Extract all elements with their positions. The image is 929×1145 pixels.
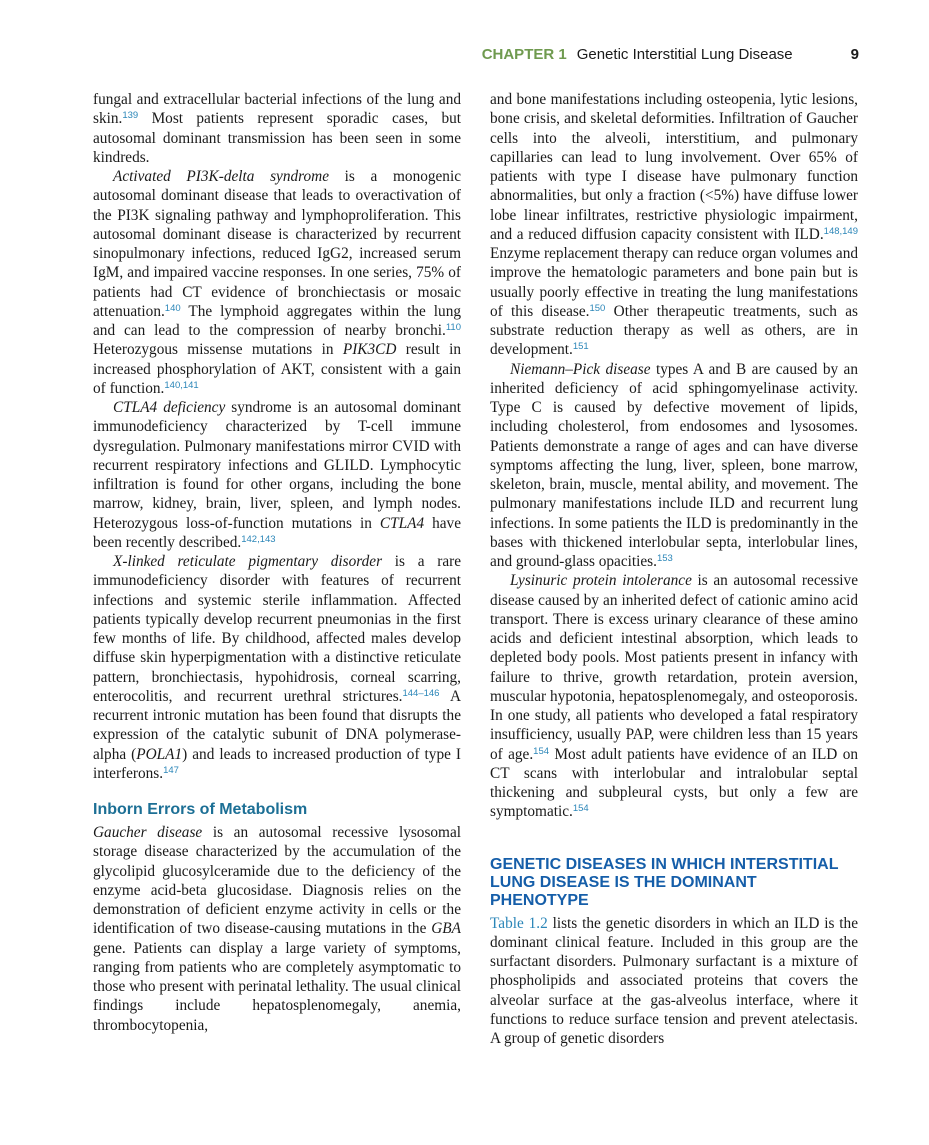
citation-ref[interactable]: 142,143 xyxy=(241,533,276,545)
citation-ref[interactable]: 151 xyxy=(572,341,589,353)
gene-name: CTLA4 xyxy=(379,514,425,532)
term: Lysinuric protein intolerance xyxy=(510,572,692,590)
left-column xyxy=(93,90,461,1035)
paragraph-text: gene. Patients can display a large variety of symptoms, ranging from patients who are completely asymptomatic to those who present with perinatal lethality. The usual clinical findings include hepatosplenomegaly, anemia, thrombocytopenia, xyxy=(93,939,461,1034)
paragraph-text: Other therapeutic treatments, such as substrate reduction therapy as well as others, are in development. xyxy=(490,302,858,359)
paragraph-text: is an autosomal recessive lysosomal storage disease characterized by the accumulation of the glycolipid glucosylceramide due to the deficiency of the enzyme acid-beta glucosidase. Diagnosis relies on the demonstration of deficient enzyme activity in cells or the identification of two disease-causing mutations in the xyxy=(93,824,461,938)
term: Niemann–Pick disease xyxy=(510,360,651,378)
citation-ref[interactable]: 148,149 xyxy=(823,225,858,237)
paragraph-text: and bone manifestations including osteopenia, lytic lesions, bone crisis, and skeletal deformities. Infiltration of Gaucher cells into the alveoli, interstitium, and pulmonary capillaries can lead to lung involvement. Over 65% of patients with type I disease have pulmonary function abnormalities, but only a fraction (<5%) have diffuse lower lobe linear infiltrates, restrictive physiologic impairment, and a reduced diffusion capacity consistent with ILD. xyxy=(490,91,858,243)
gene-name: POLA1 xyxy=(136,745,183,763)
paragraph-text: result in increased phosphorylation of AKT, consistent with a gain of function. xyxy=(93,341,461,397)
term: Activated PI3K-delta syndrome xyxy=(113,168,329,185)
table-link[interactable]: Table 1.2 xyxy=(490,914,548,932)
paragraph-text: lists the genetic disorders in which an ILD is the dominant clinical feature. Included in this group are the surfactant disorders. Pulmonary surfactant is a mixture of phospholipids and associated proteins that covers the alveolar surface at the gas-alveolus interface, where it functions to reduce surface tension and prevent atelectasis. A group of genetic disorders xyxy=(490,914,858,1047)
chapter-title: Genetic Interstitial Lung Disease xyxy=(576,46,793,63)
paragraph-text: ) and leads to increased production of type I interferons. xyxy=(93,745,461,782)
term: CTLA4 deficiency xyxy=(113,399,226,416)
paragraph-continuation xyxy=(93,90,461,167)
term: X-linked reticulate pigmentary disorder xyxy=(113,553,383,570)
gene-name: PIK3CD xyxy=(342,341,397,359)
paragraph-text: is a monogenic autosomal dominant disease that leads to overactivation of the PI3K signaling pathway and lymphoproliferation. This autosomal dominant disease is characterized by recurrent sinopulmonary infections, reduced IgG2, increased serum IgM, and impaired vaccine responses. In one series, 75% of patients had CT evidence of bronchiectasis or mosaic attenuation. xyxy=(93,168,461,320)
paragraph-text: The lymphoid aggregates within the lung and can lead to the compression of nearby bronchi. xyxy=(93,302,461,339)
paragraph-text: is an autosomal recessive disease caused by an inherited defect of cationic amino acid transport. There is excess urinary clearance of these amino acids and deficient intestinal absorption, which leads to depleted body pools. Most patients present in infancy with failure to thrive, growth retardation, protein aversion, muscular hypotonia, hepatosplenomegaly, and osteoporosis. In one study, all patients who developed a fatal respiratory insufficiency, usually PAP, were children less than 15 years of age. xyxy=(490,572,858,763)
paragraph-text: A recurrent intronic mutation has been found that disrupts the expression of the catalytic subunit of DNA polymerase-alpha ( xyxy=(93,687,461,763)
citation-ref[interactable]: 147 xyxy=(163,764,179,776)
paragraph-text: Most adult patients have evidence of an ILD on CT scans with interlobular and intralobular septal thickening and subpleural cysts, but only a few are symptomatic. xyxy=(490,745,858,821)
paragraph-text: types A and B are caused by an inherited deficiency of acid sphingomyelinase activity. Type C is caused by defective movement of lipids, including cholesterol, from endosomes and lysosomes. Patients demonstrate a range of ages and can have diverse symptoms affecting the lung, liver, spleen, bone marrow, skeleton, brain, muscle, mental ability, and movement. The pulmonary manifestations include ILD and recurrent lung infections. In some patients the ILD is predominantly in the bases with thickened interlobular septa, interlobular lines, and ground-glass opacities. xyxy=(490,360,858,570)
paragraph-lpi xyxy=(490,571,858,821)
paragraph-text: Heterozygous missense mutations in xyxy=(93,341,343,359)
paragraph-xlrpd xyxy=(93,552,461,783)
section-heading-inborn-errors: Inborn Errors of Metabolism xyxy=(93,801,308,818)
chapter-label: CHAPTER 1 xyxy=(481,46,567,63)
gene-name: GBA xyxy=(431,920,461,938)
citation-ref[interactable]: 140 xyxy=(164,302,181,314)
paragraph-text: is a rare immunodeficiency disorder with features of recurrent infections and systemic sterile inflammation. Affected patients typically develop recurrent pneumonias in the first few months of life. By childhood, affected males develop diffuse skin hyperpigmentation with a distinctive reticulate pattern, bronchiectasis, hypohidrosis, corneal scarring, enterocolitis, and recurrent urethral strictures. xyxy=(93,553,461,705)
paragraph-text: Enzyme replacement therapy can reduce organ volumes and improve the hematologic parameters and bone pain but is usually poorly effective in treating the lung manifestations of this disease. xyxy=(490,245,858,320)
running-header xyxy=(482,46,859,63)
paragraph-text: fungal and extracellular bacterial infections of the lung and skin. xyxy=(93,91,461,128)
paragraph-gaucher-continued xyxy=(490,90,858,360)
paragraph-apds xyxy=(93,167,461,398)
paragraph-gaucher xyxy=(93,823,461,1035)
paragraph-ctla4 xyxy=(93,398,461,552)
paragraph-niemann-pick xyxy=(490,360,858,572)
page-number: 9 xyxy=(850,46,859,63)
paragraph-text: have been recently described. xyxy=(93,514,462,551)
citation-ref[interactable]: 140,141 xyxy=(164,379,199,391)
citation-ref[interactable]: 110 xyxy=(445,322,461,333)
citation-ref[interactable]: 153 xyxy=(656,553,673,564)
paragraph-table-intro xyxy=(490,914,858,1049)
section-heading-genetic-diseases: GENETIC DISEASES IN WHICH INTERSTITIAL LUNG DISEASE IS THE DOMINANT PHENOTYPE xyxy=(490,855,839,909)
right-column xyxy=(490,90,858,1048)
citation-ref[interactable]: 144–146 xyxy=(402,687,440,699)
citation-ref[interactable]: 139 xyxy=(122,110,139,122)
citation-ref[interactable]: 154 xyxy=(533,745,550,757)
citation-ref[interactable]: 150 xyxy=(589,302,606,314)
citation-ref[interactable]: 154 xyxy=(572,803,589,815)
paragraph-text: Most patients represent sporadic cases, but autosomal dominant transmission has been seen in some kindreds. xyxy=(93,110,461,166)
term: Gaucher disease xyxy=(93,824,203,841)
paragraph-text: syndrome is an autosomal dominant immunodeficiency characterized by T-cell immune dysregulation. Pulmonary manifestations mirror CVID with recurrent respiratory infections and GLILD. Lymphocytic infiltration is found for other organs, including the bone marrow, kidney, brain, liver, spleen, and lymph nodes. Heterozygous loss-of-function mutations in xyxy=(93,399,461,532)
